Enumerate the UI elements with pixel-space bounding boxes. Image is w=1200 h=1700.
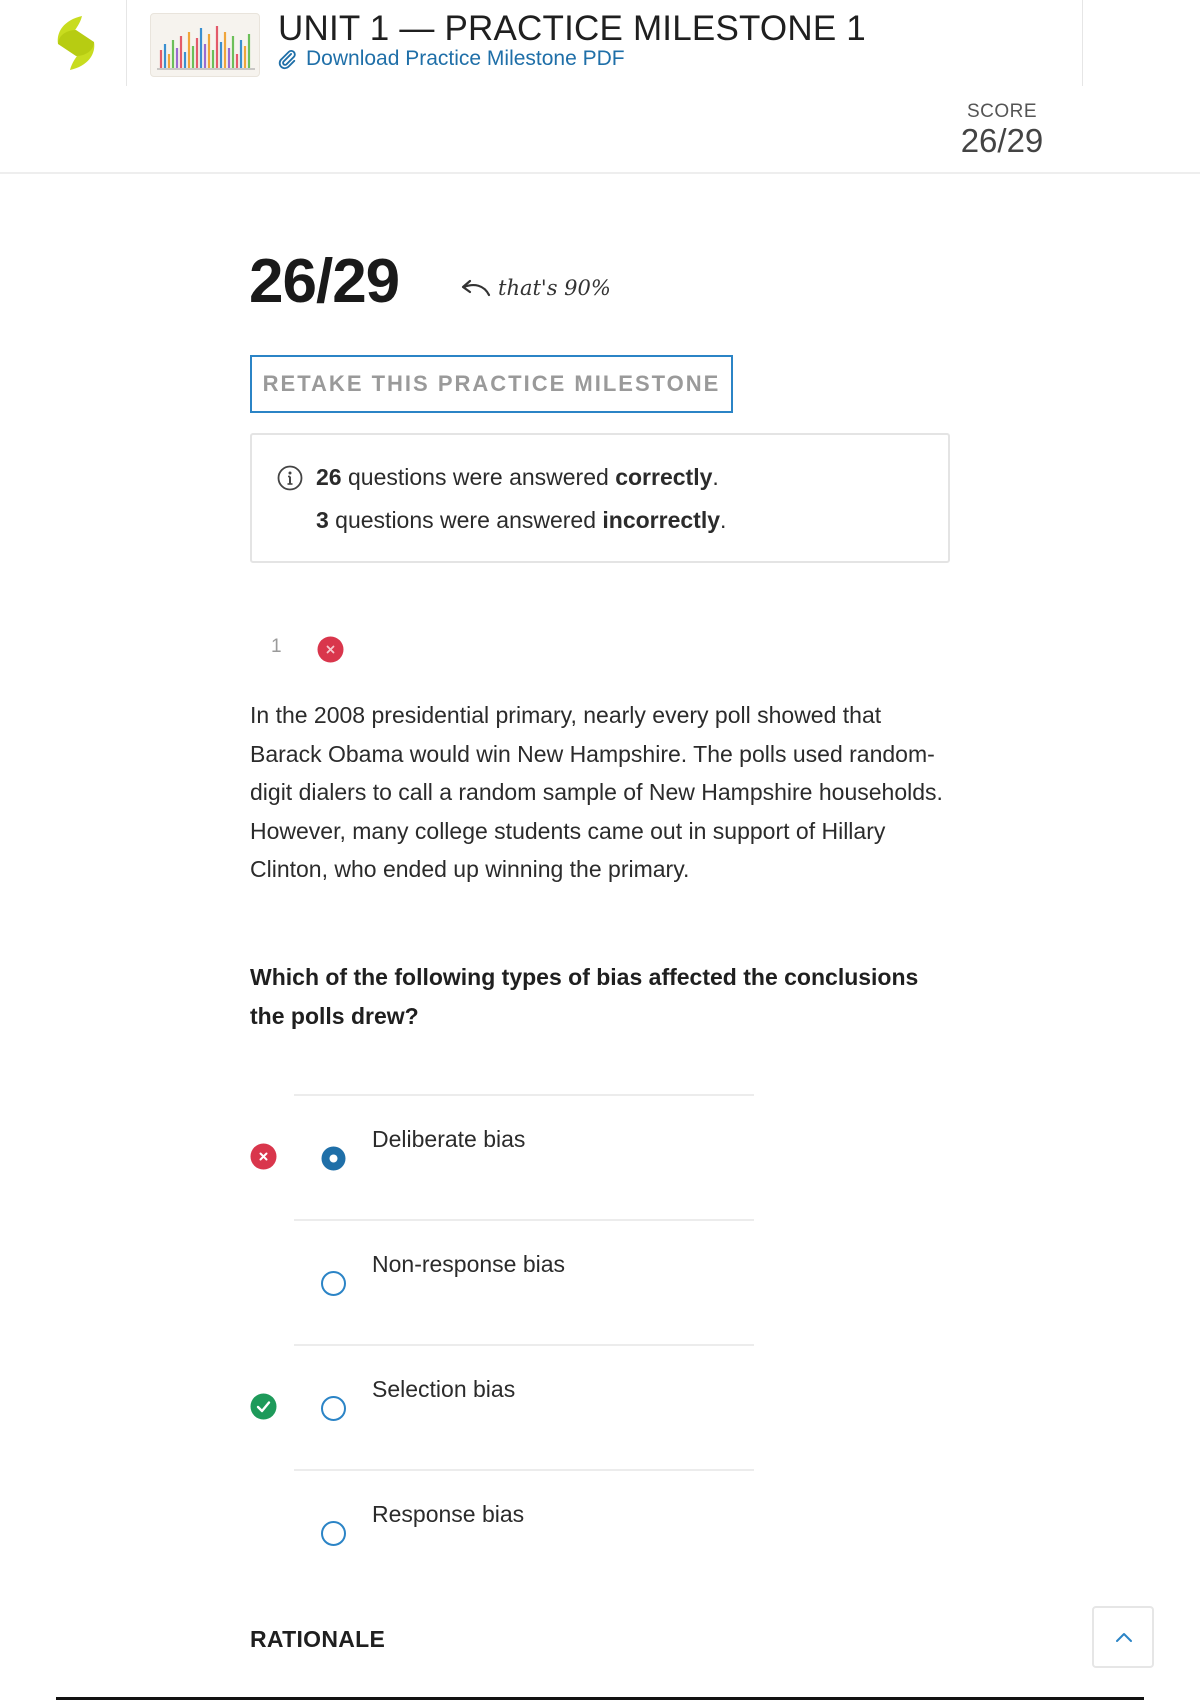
check-circle-icon bbox=[250, 1393, 277, 1420]
sophia-logo-icon[interactable] bbox=[52, 14, 100, 72]
x-circle-icon bbox=[250, 1143, 277, 1170]
answer-option[interactable] bbox=[294, 1344, 754, 1469]
header-divider bbox=[1082, 0, 1083, 86]
radio-icon[interactable] bbox=[320, 1520, 347, 1547]
scroll-to-top-button[interactable] bbox=[1092, 1606, 1154, 1668]
incorrect-word: incorrectly bbox=[602, 507, 721, 533]
page-header bbox=[0, 0, 1200, 174]
answer-label[interactable]: Selection bias bbox=[372, 1376, 516, 1402]
header-divider bbox=[126, 0, 127, 86]
curved-arrow-icon bbox=[458, 277, 492, 299]
question-prompt: Which of the following types of bias affected the conclusions the polls drew? bbox=[250, 964, 919, 1029]
score-label: SCORE bbox=[966, 101, 1038, 122]
chevron-up-icon bbox=[1113, 1627, 1135, 1649]
answer-label[interactable]: Response bias bbox=[372, 1501, 525, 1527]
incorrect-count: 3 bbox=[316, 507, 329, 533]
incorrect-text: questions were answered bbox=[328, 507, 603, 533]
results-info-box bbox=[250, 433, 950, 563]
download-pdf-link[interactable] bbox=[276, 47, 625, 71]
radio-icon[interactable] bbox=[320, 1270, 347, 1297]
question-number: 1 bbox=[271, 636, 282, 657]
correct-count: 26 bbox=[316, 464, 342, 490]
score-value: 26/29 bbox=[960, 122, 1044, 159]
answer-option[interactable] bbox=[294, 1469, 754, 1594]
result-score: 26/29 bbox=[249, 247, 400, 316]
answer-list bbox=[294, 1094, 754, 1594]
period: . bbox=[712, 464, 719, 490]
correct-summary bbox=[316, 464, 719, 491]
correct-text: questions were answered bbox=[341, 464, 616, 490]
rationale-heading: RATIONALE bbox=[250, 1626, 386, 1652]
paperclip-icon bbox=[276, 48, 298, 70]
correct-word: correctly bbox=[615, 464, 713, 490]
percent-note bbox=[458, 276, 611, 300]
answer-option[interactable] bbox=[294, 1219, 754, 1344]
answer-label[interactable]: Deliberate bias bbox=[372, 1126, 526, 1152]
download-pdf-label[interactable]: Download Practice Milestone PDF bbox=[306, 47, 625, 70]
info-circle-icon bbox=[277, 465, 303, 491]
milestone-thumbnail bbox=[150, 13, 260, 77]
percent-note-text: that's 90% bbox=[498, 276, 611, 300]
answer-option[interactable] bbox=[294, 1094, 754, 1219]
unit-title: UNIT 1 — PRACTICE MILESTONE 1 bbox=[278, 9, 866, 48]
x-circle-icon bbox=[317, 636, 344, 663]
period: . bbox=[720, 507, 727, 533]
question-passage: In the 2008 presidential primary, nearly every poll showed that Barack Obama would win New Hampshire. The polls used random-digit dialers to call a random sample of New Hampshire households. However, many college students came out in support of Hillary Clinton, who ended up winning the primary. bbox=[250, 702, 943, 882]
retake-milestone-button[interactable]: RETAKE THIS PRACTICE MILESTONE bbox=[250, 355, 733, 413]
radio-icon[interactable] bbox=[320, 1395, 347, 1422]
incorrect-summary bbox=[316, 507, 726, 534]
bar-chart-thumbnail-icon bbox=[151, 14, 260, 77]
radio-selected-icon[interactable] bbox=[320, 1145, 347, 1172]
answer-label[interactable]: Non-response bias bbox=[372, 1251, 566, 1277]
